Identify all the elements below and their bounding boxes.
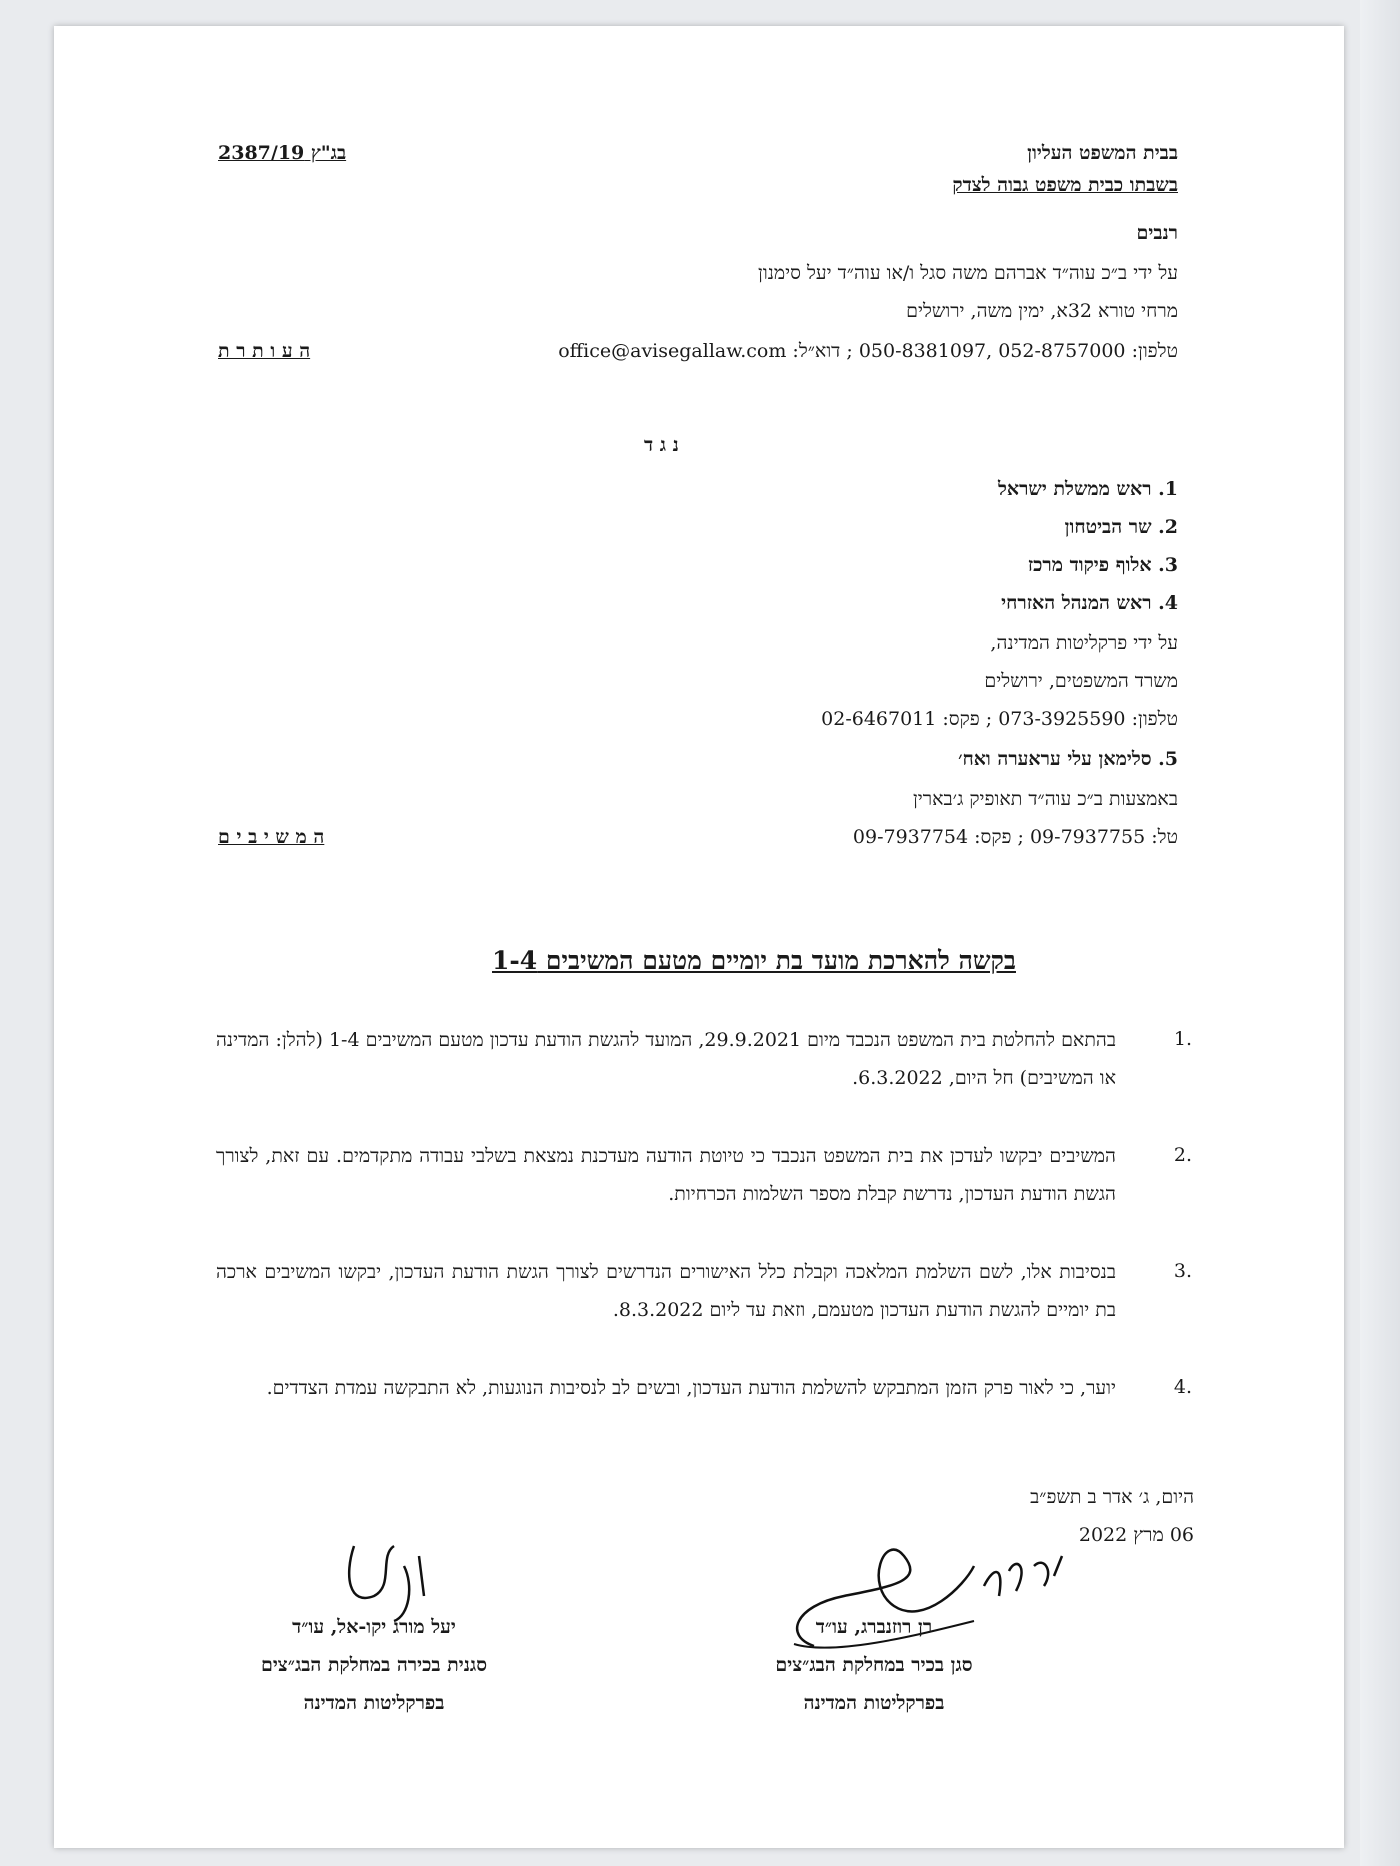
signature-right	[704, 1608, 1044, 1722]
paragraph-number: 2.	[1173, 1144, 1192, 1166]
petitioners-address: מרחי טורא 32א, ימין משה, ירושלים	[906, 300, 1178, 322]
respondent-5-contact: טל: 09-7937755 ; פקס: 09-7937754	[852, 826, 1178, 848]
respondent-item-1: 1. ראש ממשלת ישראל	[998, 478, 1178, 500]
document-page	[54, 26, 1344, 1848]
respondents-rep-line1: על ידי פרקליטות המדינה,	[990, 632, 1178, 654]
signature-left	[204, 1608, 544, 1722]
date-hebrew: היום, ג׳ אדר ב תשפ״ב	[1030, 1486, 1194, 1508]
respondent-5-rep: באמצעות ב״כ עוה״ד תאופיק ג׳בארין	[912, 788, 1178, 810]
versus-label: נ ג ד	[644, 434, 679, 456]
paragraph-2: המשיבים יבקשו לעדכן את בית המשפט הנכבד כי טיוטת הודעה מעדכנת נמצאת בשלבי עבודה מתקדמים. עם זאת, לצורך הגשת הודעת העדכון, נדרשת קבלת מספר השלמות הכרחיות.	[216, 1145, 1116, 1205]
paragraph-number: 1.	[1173, 1028, 1192, 1050]
paragraph-number: 3.	[1173, 1260, 1192, 1282]
paragraph-4: יוער, כי לאור פרק הזמן המתבקש להשלמת הודעת העדכון, ובשים לב לנסיבות הנוגעות, לא התבקשה עמדת הצדדים.	[266, 1377, 1116, 1399]
respondents-role: ה מ ש י ב י ם	[218, 826, 325, 848]
signer-left-name: יעל מורג יקו-אל, עו״ד	[292, 1616, 456, 1638]
respondent-item-4: 4. ראש המנהל האזרחי	[1001, 592, 1178, 614]
petitioners-contact: טלפון: 052-8757000 ,050-8381097 ; דוא״ל: office@avisegallaw.com	[558, 340, 1178, 362]
petitioners-representation: על ידי ב״כ עוה״ד אברהם משה סגל ו/או עוה״ד יעל סימנון	[758, 262, 1178, 284]
respondents-rep-line2: משרד המשפטים, ירושלים	[984, 670, 1178, 692]
date-gregorian: 06 מרץ 2022	[1078, 1524, 1194, 1546]
petitioner-role: ה ע ו ת ר ת	[218, 340, 311, 362]
respondent-item-5: 5. סלימאן עלי עראערה ואח׳	[958, 748, 1178, 770]
signer-right-org: בפרקליטות המדינה	[803, 1692, 945, 1714]
respondent-item-2: 2. שר הביטחון	[1064, 516, 1178, 538]
signer-right-name: רן רוזנברג, עו״ד	[815, 1616, 933, 1638]
signer-left-org: בפרקליטות המדינה	[303, 1692, 445, 1714]
petitioners-label: רנבים	[1136, 222, 1178, 244]
court-name: בבית המשפט העליון	[1027, 142, 1178, 164]
respondents-phone: טלפון: 073-3925590 ; פקס: 02-6467011	[821, 708, 1178, 730]
paragraph-number: 4.	[1173, 1376, 1192, 1398]
paragraph-1: בהתאם להחלטת בית המשפט הנכבד מיום 29.9.2021, המועד להגשת הודעת עדכון מטעם המשיבים 1-4 (להלן: המדינה או המשיבים) חל היום, 6.3.2022.	[216, 1029, 1116, 1089]
signer-right-title: סגן בכיר במחלקת הבג״צים	[775, 1654, 973, 1676]
signer-left-title: סגנית בכירה במחלקת הבג״צים	[260, 1654, 488, 1676]
case-number: בג"ץ 2387/19	[218, 142, 347, 164]
scrollbar-track[interactable]	[1360, 0, 1400, 1866]
document-title: בקשה להארכת מועד בת יומיים מטעם המשיבים 1-4	[492, 946, 1016, 975]
court-sitting: בשבתו כבית משפט גבוה לצדק	[952, 174, 1178, 196]
paragraph-3: בנסיבות אלו, לשם השלמת המלאכה וקבלת כלל האישורים הנדרשים לצורך הגשת הודעת העדכון, יבקשו המשיבים ארכה בת יומיים להגשת הודעת העדכון מטעמם, וזאת עד ליום 8.3.2022.	[216, 1261, 1116, 1321]
respondent-item-3: 3. אלוף פיקוד מרכז	[1027, 554, 1178, 576]
